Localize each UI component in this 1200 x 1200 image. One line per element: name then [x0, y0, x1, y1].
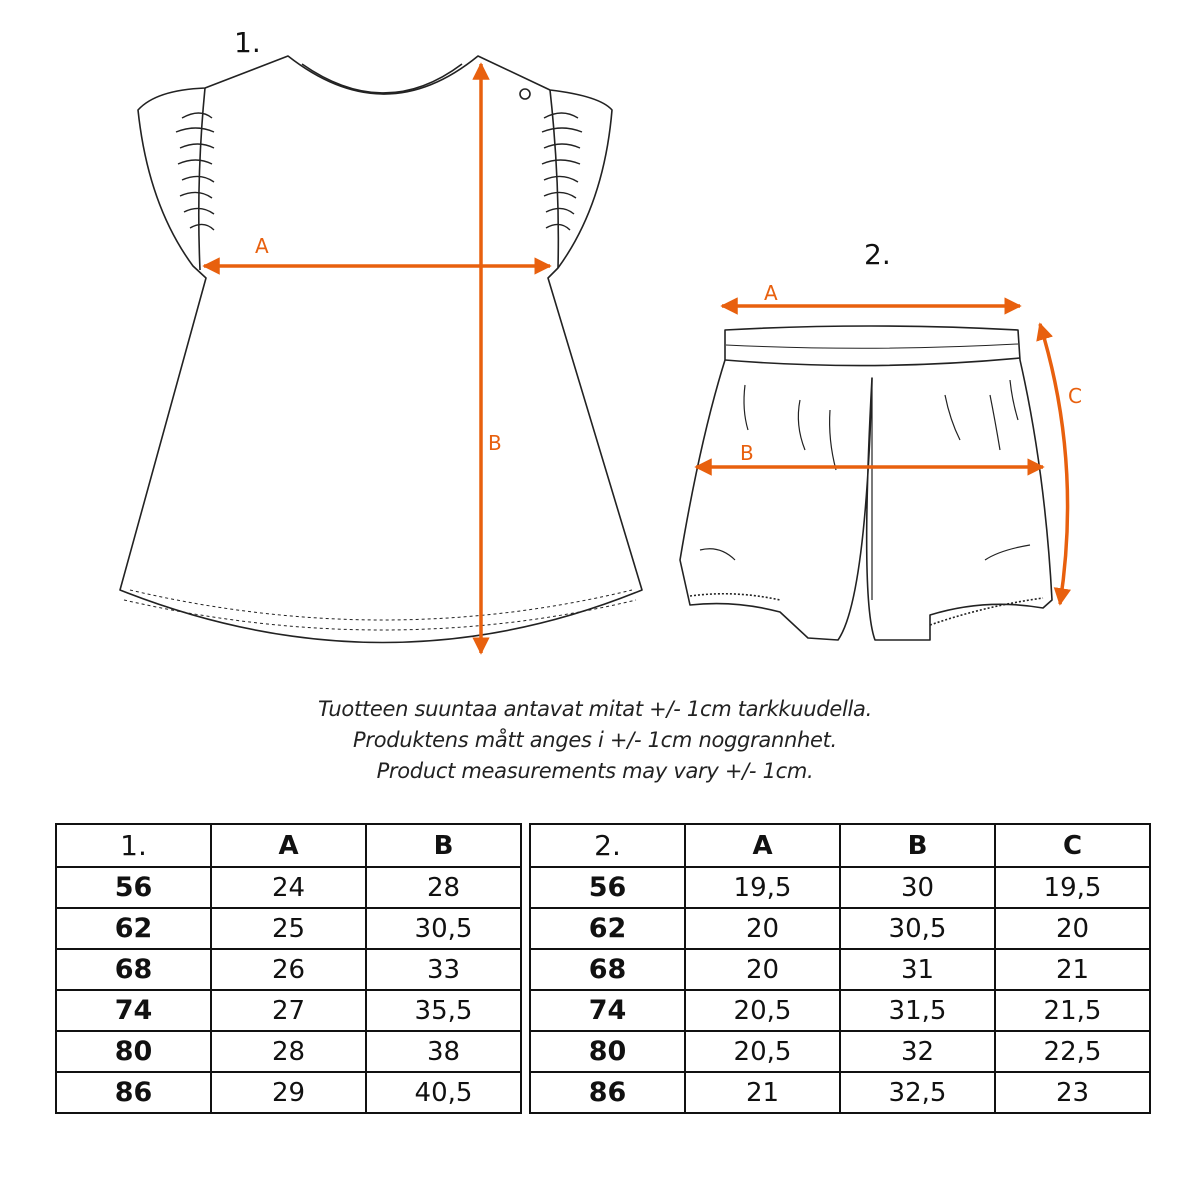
value-cell: 20	[685, 908, 840, 949]
size-cell: 86	[530, 1072, 685, 1113]
bloomers-label-a: A	[764, 281, 778, 305]
garment-2-number: 2.	[864, 238, 891, 271]
value-cell: 31	[840, 949, 995, 990]
value-cell: 40,5	[366, 1072, 521, 1113]
value-cell: 31,5	[840, 990, 995, 1031]
value-cell: 19,5	[685, 867, 840, 908]
value-cell: 30	[840, 867, 995, 908]
note-line-en: Product measurements may vary +/- 1cm.	[376, 759, 814, 783]
value-cell: 33	[366, 949, 521, 990]
value-cell: 24	[211, 867, 366, 908]
bloomers-drawing	[680, 326, 1052, 640]
dress-label-a: A	[255, 234, 269, 258]
table-header-cell: B	[840, 824, 995, 867]
table-row	[530, 867, 1150, 908]
value-cell: 28	[211, 1031, 366, 1072]
garment-1-number: 1.	[234, 26, 261, 59]
size-cell: 74	[530, 990, 685, 1031]
size-cell: 56	[56, 867, 211, 908]
bloomers-label-c: C	[1068, 384, 1082, 408]
note-line-fi: Tuotteen suuntaa antavat mitat +/- 1cm tarkkuudella.	[318, 697, 872, 721]
size-cell: 74	[56, 990, 211, 1031]
table-row	[530, 908, 1150, 949]
value-cell: 21	[685, 1072, 840, 1113]
size-cell: 86	[56, 1072, 211, 1113]
value-cell: 32	[840, 1031, 995, 1072]
table-row	[56, 949, 521, 990]
size-cell: 56	[530, 867, 685, 908]
value-cell: 22,5	[995, 1031, 1150, 1072]
table-header-cell: B	[366, 824, 521, 867]
dress-drawing	[120, 56, 642, 643]
bloomers-label-b: B	[740, 441, 754, 465]
value-cell: 32,5	[840, 1072, 995, 1113]
dress-label-b: B	[488, 431, 502, 455]
size-table-2	[529, 823, 1151, 1114]
value-cell: 30,5	[366, 908, 521, 949]
value-cell: 30,5	[840, 908, 995, 949]
table-row	[530, 949, 1150, 990]
size-cell: 80	[530, 1031, 685, 1072]
table-row	[56, 990, 521, 1031]
size-cell: 80	[56, 1031, 211, 1072]
value-cell: 19,5	[995, 867, 1150, 908]
table-row	[56, 867, 521, 908]
value-cell: 20,5	[685, 990, 840, 1031]
table-row	[530, 990, 1150, 1031]
value-cell: 38	[366, 1031, 521, 1072]
size-table-1	[55, 823, 522, 1114]
size-cell: 62	[56, 908, 211, 949]
table-row	[56, 908, 521, 949]
value-cell: 28	[366, 867, 521, 908]
value-cell: 35,5	[366, 990, 521, 1031]
value-cell: 27	[211, 990, 366, 1031]
value-cell: 23	[995, 1072, 1150, 1113]
table-header-row	[530, 824, 1150, 867]
table-row	[56, 1031, 521, 1072]
value-cell: 21,5	[995, 990, 1150, 1031]
table-header-cell: 1.	[56, 824, 211, 867]
note-line-sv: Produktens mått anges i +/- 1cm noggrannhet.	[353, 728, 837, 752]
table-row	[530, 1072, 1150, 1113]
measurement-note	[0, 694, 1190, 787]
size-cell: 62	[530, 908, 685, 949]
table-row	[530, 1031, 1150, 1072]
value-cell: 29	[211, 1072, 366, 1113]
table-header-cell: 2.	[530, 824, 685, 867]
value-cell: 21	[995, 949, 1150, 990]
bloomers-measure-c-arrow	[1040, 324, 1068, 604]
table-header-row	[56, 824, 521, 867]
value-cell: 26	[211, 949, 366, 990]
size-cell: 68	[530, 949, 685, 990]
value-cell: 25	[211, 908, 366, 949]
size-cell: 68	[56, 949, 211, 990]
table-header-cell: A	[685, 824, 840, 867]
value-cell: 20	[995, 908, 1150, 949]
table-row	[56, 1072, 521, 1113]
value-cell: 20,5	[685, 1031, 840, 1072]
table-header-cell: C	[995, 824, 1150, 867]
table-header-cell: A	[211, 824, 366, 867]
value-cell: 20	[685, 949, 840, 990]
